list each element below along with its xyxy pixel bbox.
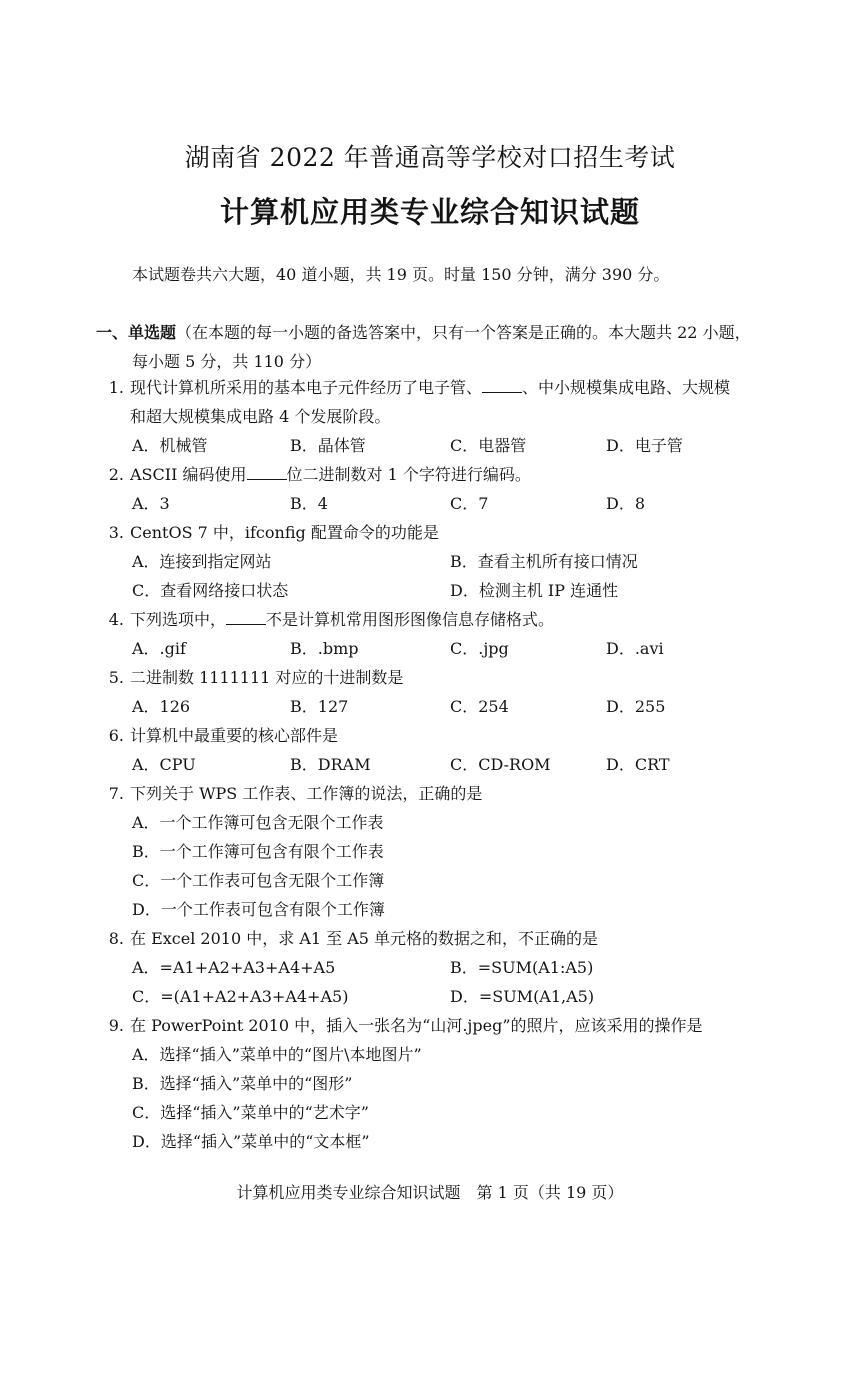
option-a: A．机械管	[132, 436, 208, 455]
question-stem: 在 Excel 2010 中，求 A1 至 A5 单元格的数据之和，不正确的是	[130, 929, 599, 948]
question-6	[96, 721, 338, 750]
option-a: A．3	[132, 494, 170, 513]
exam-title: 湖南省 2022 年普通高等学校对口招生考试	[184, 143, 676, 172]
option-d: D．8	[606, 494, 646, 513]
option-c: C．254	[450, 697, 509, 716]
option-c: C．.jpg	[450, 639, 509, 658]
question-stem-line2: 和超大规模集成电路 4 个发展阶段。	[130, 407, 391, 426]
option-d: D．电子管	[606, 436, 683, 455]
option-a: A．=A1+A2+A3+A4+A5	[132, 958, 336, 977]
option-b: B．4	[290, 494, 328, 513]
option-b: B．=SUM(A1:A5)	[450, 958, 594, 977]
question-3	[96, 518, 439, 547]
option-c: C．7	[450, 494, 489, 513]
option-a: A．选择“插入”菜单中的“图片\本地图片”	[132, 1045, 422, 1064]
question-7	[96, 779, 482, 808]
question-number: 3.	[108, 523, 124, 542]
question-number: 7.	[108, 784, 124, 803]
question-stem-part2: 不是计算机常用图形图像信息存储格式。	[266, 610, 555, 629]
question-stem: CentOS 7 中，ifconfig 配置命令的功能是	[130, 523, 439, 542]
option-d: D．=SUM(A1,A5)	[450, 987, 595, 1006]
answer-blank	[247, 465, 287, 480]
question-stem-part2: 位二进制数对 1 个字符进行编码。	[286, 465, 531, 484]
question-stem-part1: 下列选项中，	[130, 610, 227, 629]
question-stem-part1: ASCII 编码使用	[130, 465, 247, 484]
option-d: D．检测主机 IP 连通性	[450, 581, 619, 600]
page-footer: 计算机应用类专业综合知识试题 第 1 页（共 19 页）	[236, 1183, 624, 1202]
option-b: B．.bmp	[290, 639, 359, 658]
option-a: A．一个工作簿可包含无限个工作表	[132, 813, 384, 832]
option-d: D．选择“插入”菜单中的“文本框”	[132, 1132, 370, 1151]
question-stem: 下列关于 WPS 工作表、工作簿的说法，正确的是	[130, 784, 483, 803]
section-heading	[96, 318, 816, 376]
option-b: B．DRAM	[290, 755, 371, 774]
option-d: D．255	[606, 697, 666, 716]
option-c: C．电器管	[450, 436, 527, 455]
option-b: B．一个工作簿可包含有限个工作表	[132, 842, 384, 861]
question-number: 5.	[108, 668, 124, 687]
question-number: 8.	[108, 929, 124, 948]
question-9	[96, 1011, 703, 1040]
option-d: D．一个工作表可包含有限个工作簿	[132, 900, 385, 919]
option-c: C．查看网络接口状态	[132, 581, 289, 600]
exam-subtitle: 计算机应用类专业综合知识试题	[219, 195, 640, 229]
option-c: C．CD-ROM	[450, 755, 551, 774]
question-number: 1.	[108, 378, 124, 397]
option-a: A．.gif	[132, 639, 186, 658]
exam-intro: 本试题卷共六大题，40 道小题，共 19 页。时量 150 分钟，满分 390 分。	[132, 265, 670, 284]
question-number: 6.	[108, 726, 124, 745]
question-4	[96, 605, 554, 634]
section-description-line1: （在本题的每一小题的备选答案中，只有一个答案是正确的。本大题共 22 小题，	[176, 323, 751, 342]
section-name: 单选题	[128, 323, 177, 342]
option-c: C．=(A1+A2+A3+A4+A5)	[132, 987, 349, 1006]
option-d: D．.avi	[606, 639, 664, 658]
option-b: B．晶体管	[290, 436, 366, 455]
option-b: B．查看主机所有接口情况	[450, 552, 638, 571]
question-stem-part2: 、中小规模集成电路、大规模	[522, 378, 731, 397]
option-c: C．一个工作表可包含无限个工作簿	[132, 871, 385, 890]
section-number: 一、	[96, 323, 129, 342]
option-b: B．选择“插入”菜单中的“图形”	[132, 1074, 353, 1093]
answer-blank	[226, 610, 266, 625]
section-description-line2: 每小题 5 分，共 110 分）	[132, 352, 322, 371]
option-d: D．CRT	[606, 755, 670, 774]
question-stem: 在 PowerPoint 2010 中，插入一张名为“山河.jpeg”的照片，应该采用的操作是	[130, 1016, 703, 1035]
question-stem: 二进制数 1111111 对应的十进制数是	[130, 668, 404, 687]
option-a: A．126	[132, 697, 191, 716]
answer-blank	[482, 378, 522, 393]
question-number: 9.	[108, 1016, 124, 1035]
option-c: C．选择“插入”菜单中的“艺术字”	[132, 1103, 369, 1122]
question-stem: 计算机中最重要的核心部件是	[130, 726, 339, 745]
option-a: A．连接到指定网站	[132, 552, 272, 571]
question-2	[96, 460, 531, 489]
option-a: A．CPU	[132, 755, 196, 774]
option-b: B．127	[290, 697, 349, 716]
question-stem-part1: 现代计算机所采用的基本电子元件经历了电子管、	[130, 378, 483, 397]
question-8	[96, 924, 598, 953]
question-1	[96, 373, 816, 431]
question-number: 2.	[108, 465, 124, 484]
question-number: 4.	[108, 610, 124, 629]
question-5	[96, 663, 403, 692]
